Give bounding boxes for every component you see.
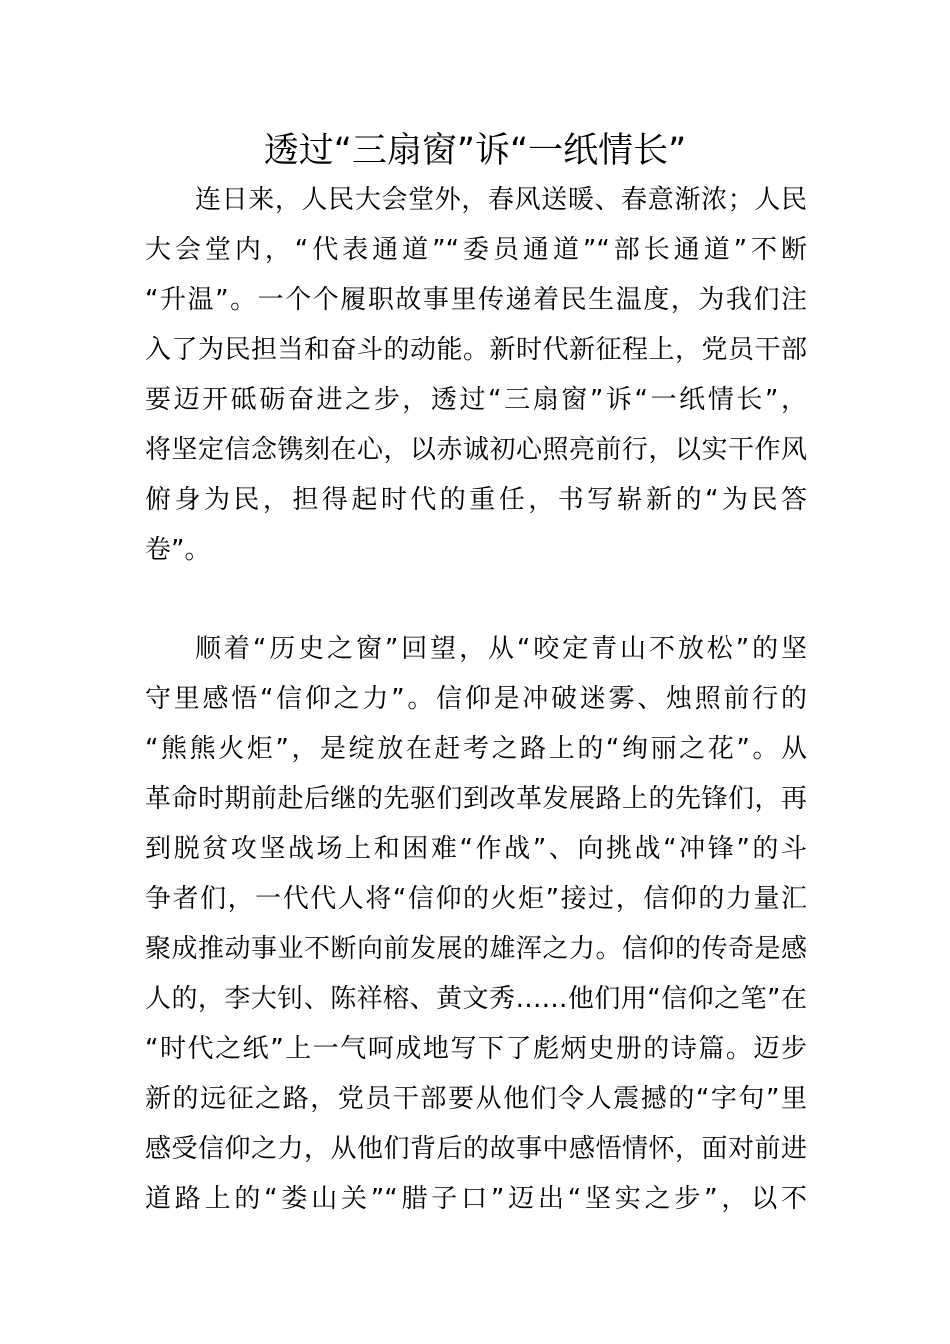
paragraph-2-line-10: 新的远征之路，党员干部要从他们令人震撼的“字句”里 — [145, 1084, 807, 1114]
paragraph-1-line-6: 将坚定信念镌刻在心，以赤诚初心照亮前行，以实干作风 — [145, 435, 807, 465]
paragraph-2-line-5: 到脱贫攻坚战场上和困难“作战”、向挑战“冲锋”的斗 — [145, 834, 807, 864]
paragraph-2-line-12: 道路上的“娄山关”“腊子口”迈出“坚实之步”，以不 — [145, 1184, 807, 1214]
paragraph-2-line-9: “时代之纸”上一气呵成地写下了彪炳史册的诗篇。迈步 — [145, 1034, 807, 1064]
paragraph-1-line-8: 卷”。 — [145, 535, 211, 565]
paragraph-2-line-6: 争者们，一代代人将“信仰的火炬”接过，信仰的力量汇 — [145, 884, 807, 914]
document-title: 透过“三扇窗”诉“一纸情长” — [263, 131, 687, 171]
paragraph-2-line-7: 聚成推动事业不断向前发展的雄浑之力。信仰的传奇是感 — [145, 934, 807, 964]
paragraph-1-line-4: 入了为民担当和奋斗的动能。新时代新征程上，党员干部 — [145, 335, 807, 365]
paragraph-2-line-11: 感受信仰之力，从他们背后的故事中感悟情怀，面对前进 — [145, 1134, 807, 1164]
paragraph-2-line-2: 守里感悟“信仰之力”。信仰是冲破迷雾、烛照前行的 — [145, 684, 807, 714]
paragraph-2-line-3: “熊熊火炬”，是绽放在赶考之路上的“绚丽之花”。从 — [145, 734, 807, 764]
paragraph-2-line-1: 顺着“历史之窗”回望，从“咬定青山不放松”的坚 — [195, 634, 807, 664]
paragraph-1-line-5: 要迈开砥砺奋进之步，透过“三扇窗”诉“一纸情长”， — [145, 385, 807, 415]
paragraph-1-line-2: 大会堂内，“代表通道”“委员通道”“部长通道”不断 — [145, 235, 807, 265]
paragraph-1-line-7: 俯身为民，担得起时代的重任，书写崭新的“为民答 — [145, 485, 807, 515]
paragraph-2-line-4: 革命时期前赴后继的先驱们到改革发展路上的先锋们，再 — [145, 784, 807, 814]
paragraph-2-line-8: 人的，李大钊、陈祥榕、黄文秀……他们用“信仰之笔”在 — [145, 984, 807, 1014]
paragraph-1-line-3: “升温”。一个个履职故事里传递着民生温度，为我们注 — [145, 285, 807, 315]
paragraph-1-line-1: 连日来，人民大会堂外，春风送暖、春意渐浓；人民 — [195, 185, 807, 215]
